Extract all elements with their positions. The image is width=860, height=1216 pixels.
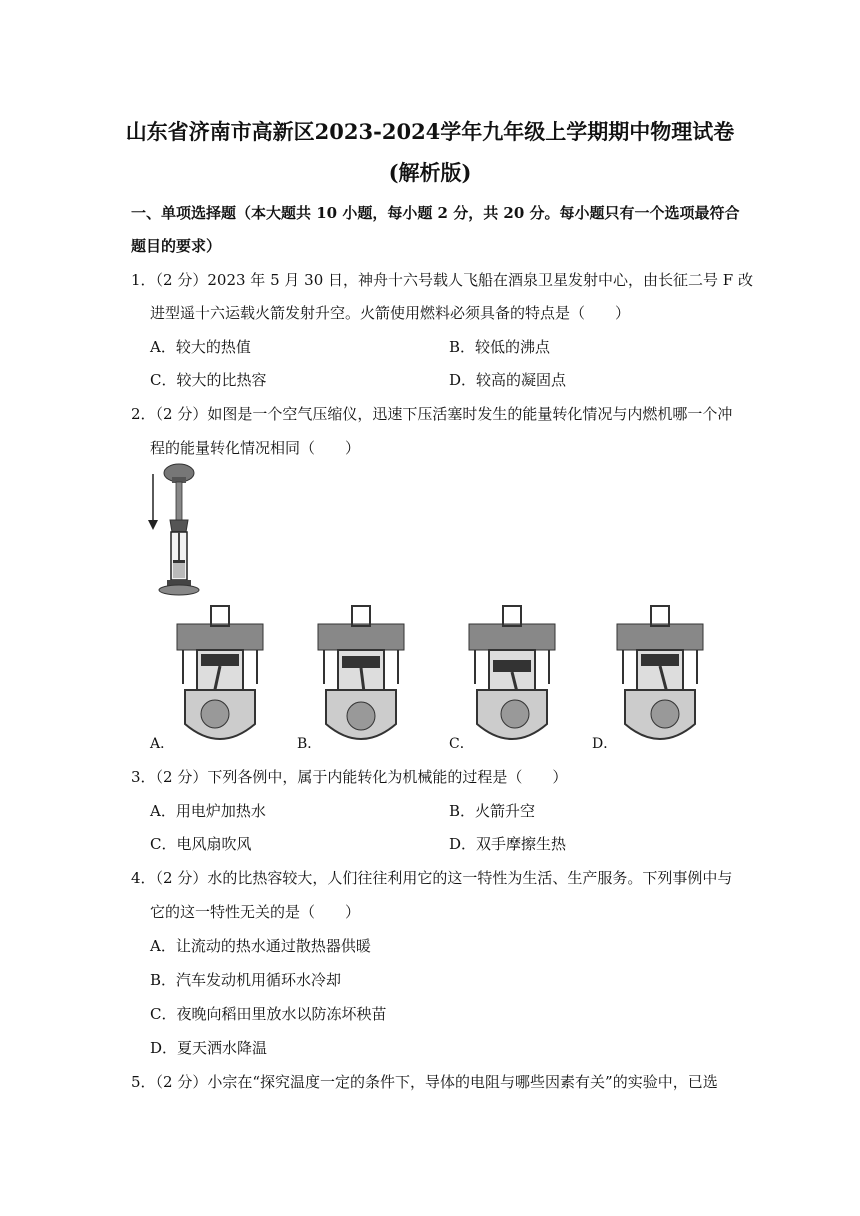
section-heading-cont: 题目的要求） <box>131 237 222 255</box>
question-5-text: 5．（2 分）小宗在“探究温度一定的条件下，导体的电阻与哪些因素有关”的实验中，已选 <box>131 1073 718 1091</box>
question-2-text: 2．（2 分）如图是一个空气压缩仪，迅速下压活塞时发生的能量转化情况与内燃机哪一个冲 <box>131 405 733 423</box>
engine-diagram-b <box>316 604 406 750</box>
q1-option-d: D．较高的凝固点 <box>449 371 567 389</box>
q1-option-c: C．较大的比热容 <box>150 371 267 389</box>
question-3-text: 3．（2 分）下列各例中，属于内能转化为机械能的过程是（ ） <box>131 768 568 786</box>
exam-subtitle: (解析版) <box>388 160 472 185</box>
engine-body <box>177 606 263 739</box>
question-1-text: 1．（2 分）2023 年 5 月 30 日，神舟十六号载人飞船在酒泉卫星发射中心，由长征二号 F 改 <box>131 271 753 289</box>
engine-diagram-c <box>467 604 557 750</box>
q2-option-b: B． <box>297 736 322 752</box>
section-heading: 一、单项选择题（本大题共 10 小题，每小题 2 分，共 20 分。每小题只有一个选项最符合 <box>131 204 740 222</box>
question-4-text-cont: 它的这一特性无关的是（ ） <box>150 903 361 921</box>
question-1-text-cont: 进型遥十六运载火箭发射升空。火箭使用燃料必须具备的特点是（ ） <box>150 304 631 322</box>
engine-diagram-a <box>175 604 265 750</box>
q1-option-b: B．较低的沸点 <box>449 338 551 356</box>
q3-option-c: C．电风扇吹风 <box>150 835 252 853</box>
q3-option-a: A．用电炉加热水 <box>150 802 266 820</box>
q1-option-a: A．较大的热值 <box>150 338 251 356</box>
exam-title: 山东省济南市高新区2023-2024学年九年级上学期期中物理试卷 <box>125 119 735 144</box>
q2-option-d: D． <box>592 736 618 752</box>
q4-option-a: A．让流动的热水通过散热器供暖 <box>150 937 371 955</box>
question-2-text-cont: 程的能量转化情况相同（ ） <box>150 439 361 457</box>
q4-option-d: D．夏天洒水降温 <box>150 1039 268 1057</box>
q4-option-b: B．汽车发动机用循环水冷却 <box>150 971 342 989</box>
q3-option-d: D．双手摩擦生热 <box>449 835 567 853</box>
q4-option-c: C．夜晚向稻田里放水以防冻坏秧苗 <box>150 1005 387 1023</box>
air-compressor-figure <box>140 462 220 602</box>
q3-option-b: B．火箭升空 <box>449 802 536 820</box>
q2-option-a: A． <box>150 736 175 752</box>
engine-diagram-d <box>615 604 705 750</box>
q2-option-c: C． <box>449 736 474 752</box>
question-4-text: 4．（2 分）水的比热容较大，人们往往利用它的这一特性为生活、生产服务。下列事例中与 <box>131 869 733 887</box>
